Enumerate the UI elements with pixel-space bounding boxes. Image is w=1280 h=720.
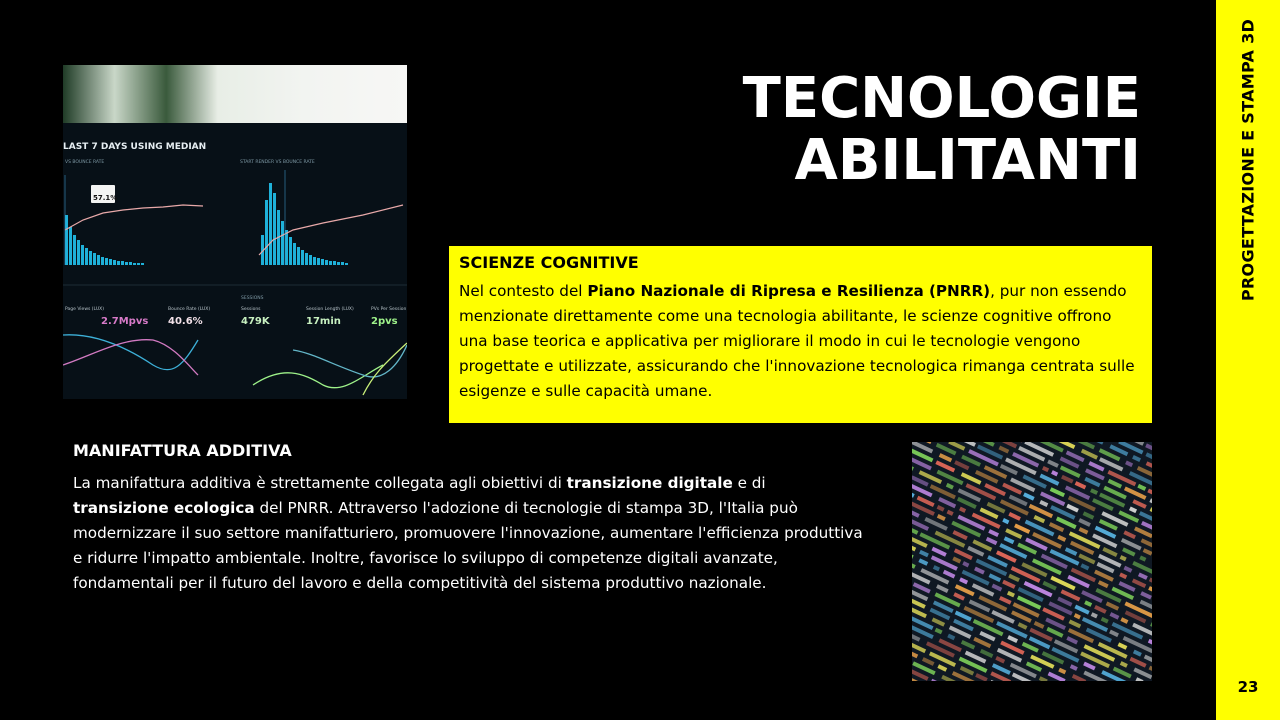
- dashboard-photo: [63, 65, 407, 399]
- svg-text:START RENDER VS BOUNCE RATE: START RENDER VS BOUNCE RATE: [240, 160, 315, 165]
- pnrr-bold: Piano Nazionale di Ripresa e Resilienza (PNRR): [587, 282, 991, 300]
- page-number: 23: [1237, 678, 1259, 696]
- cognitive-sciences-box: [449, 246, 1152, 423]
- svg-text:PVs Per Session: PVs Per Session: [371, 307, 407, 312]
- svg-text:Bounce Rate (LUX): Bounce Rate (LUX): [168, 307, 211, 312]
- section-label: PROGETTAZIONE E STAMPA 3D: [1238, 18, 1258, 302]
- svg-text:2.7Mpvs: 2.7Mpvs: [101, 316, 149, 327]
- manufacturing-text: La manifattura additiva è strettamente collegata agli obiettivi di transizione digitale e di transizione ecologica del PNRR. Attraverso l'adozione di tecnologie di stampa 3D, l'Italia può modernizzare il suo settore manifatturiero, promuovere l'innovazione, aumentare l'efficienza produttiva e ridurre l'impatto ambientale. Inoltre, favorisce lo sviluppo di competenze digitali avanzate, fondamentali per il futuro del lavoro e della competitività del sistema produttivo nazionale.: [73, 474, 863, 592]
- code-photo: [912, 442, 1152, 681]
- title-line-1: TECNOLOGIE: [742, 66, 1141, 131]
- dashboard-header-text: LAST 7 DAYS USING MEDIAN: [63, 142, 207, 152]
- svg-text:479K: 479K: [241, 316, 270, 327]
- page-title: [743, 68, 1141, 192]
- code-illustration: [912, 442, 1152, 681]
- svg-text:17min: 17min: [306, 316, 341, 327]
- cognitive-heading: SCIENZE COGNITIVE: [459, 253, 639, 272]
- cognitive-text: Nel contesto del Piano Nazionale di Ripresa e Resilienza (PNRR), pur non essendo menzionate direttamente come una tecnologia abilitante, le scienze cognitive offrono una base teorica e applicativa per migliorare il modo in cui le tecnologie vengono progettate e utilizzate, assicurando che l'innovazione tecnologica rimanga centrata sulle esigenze e sulle capacità umane.: [459, 282, 1135, 400]
- manufacturing-heading: MANIFATTURA ADDITIVA: [73, 441, 292, 460]
- additive-manufacturing-block: [73, 440, 863, 596]
- title-line-2: ABILITANTI: [794, 128, 1141, 193]
- svg-text:SESSIONS: SESSIONS: [241, 296, 264, 301]
- svg-text:Sessions: Sessions: [241, 307, 261, 312]
- callout-value: 57.1%: [93, 194, 118, 202]
- dashboard-illustration: [63, 65, 407, 399]
- svg-text:VS BOUNCE RATE: VS BOUNCE RATE: [65, 160, 105, 165]
- svg-text:Session Length (LUX): Session Length (LUX): [306, 307, 354, 312]
- svg-text:Page Views (LUX): Page Views (LUX): [65, 307, 104, 312]
- svg-text:2pvs: 2pvs: [371, 316, 398, 327]
- svg-text:40.6%: 40.6%: [168, 316, 203, 327]
